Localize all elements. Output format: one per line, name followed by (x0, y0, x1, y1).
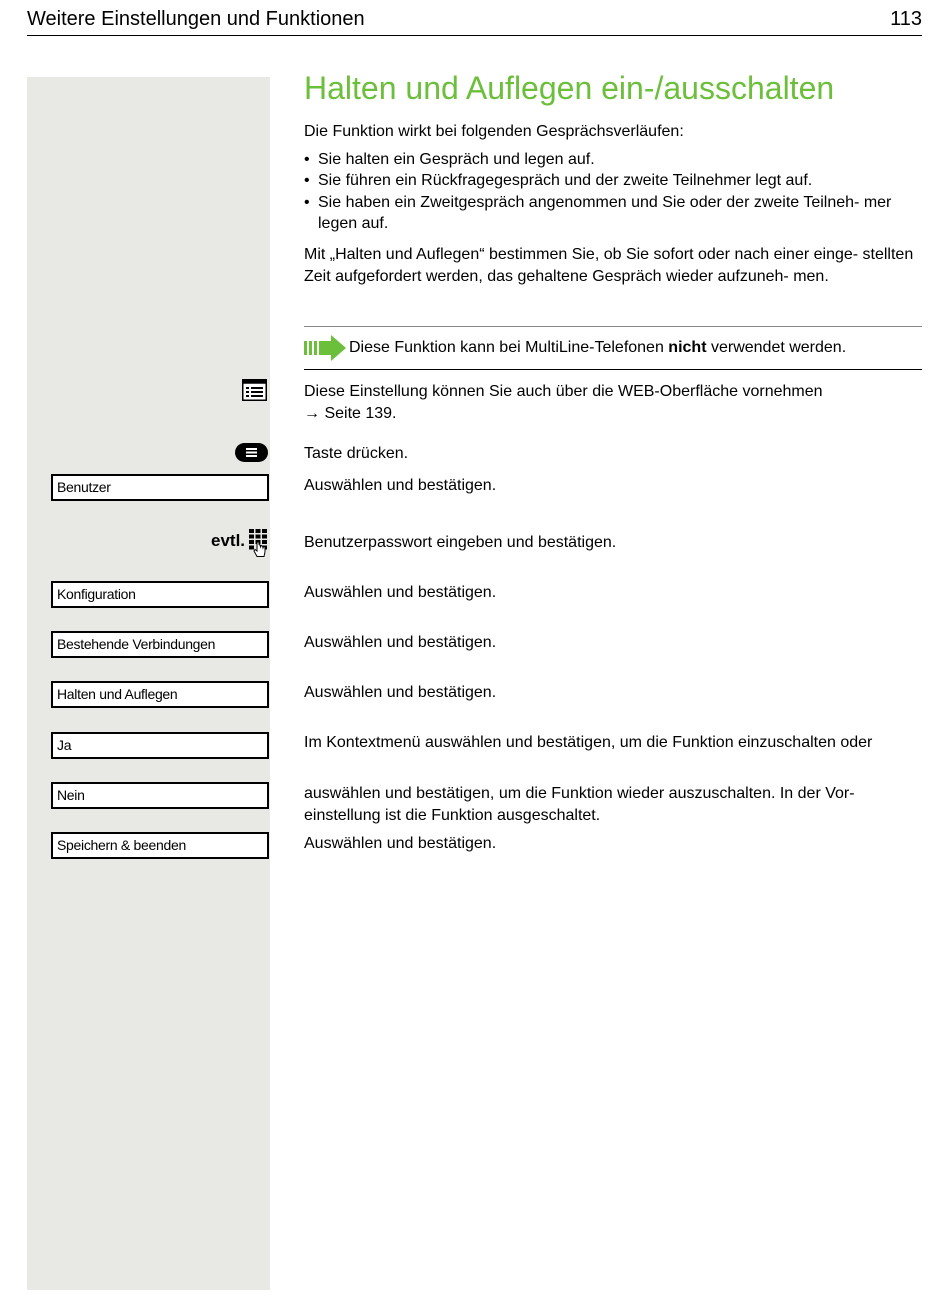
description-text: Mit „Halten und Auflegen“ bestimmen Sie, ob Sie sofort oder nach einer einge- stellten Zeit aufgefordert werden, das gehaltene Gespräch wieder aufzuneh- men. (304, 246, 914, 285)
step-text: Taste drücken. (304, 445, 409, 462)
page-number: 113 (890, 8, 922, 30)
step-text: Im Kontextmenü auswählen und bestätigen, um die Funktion einzuschalten oder (304, 734, 873, 751)
step-text: Auswählen und bestätigen. (304, 477, 497, 494)
step-text: Benutzerpasswort eingeben und bestätigen. (304, 534, 617, 551)
step-text: Auswählen und bestätigen. (304, 835, 497, 852)
menu-item-nein[interactable]: Nein (51, 782, 269, 809)
menu-item-speichern-beenden[interactable]: Speichern & beenden (51, 832, 269, 859)
bullet-item: • Sie halten ein Gespräch und legen auf. (304, 149, 922, 170)
menu-item-bestehende-verbindungen[interactable]: Bestehende Verbindungen (51, 631, 269, 658)
menu-item-benutzer[interactable]: Benutzer (51, 474, 269, 501)
note-box (304, 326, 922, 370)
web-hint-line2: → Seite 139. (304, 405, 397, 422)
menu-item-halten-und-auflegen[interactable]: Halten und Auflegen (51, 681, 269, 708)
section-title: Halten und Auflegen ein-/ausschalten (304, 70, 835, 106)
note-arrow-icon (304, 335, 346, 361)
step-text: Auswählen und bestätigen. (304, 684, 497, 701)
bullet-item: • Sie haben ein Zweitgespräch angenommen und Sie oder der zweite Teilneh- mer legen auf. (304, 192, 922, 234)
keypad-icon (247, 528, 269, 558)
page-header (27, 8, 922, 36)
note-text: Diese Funktion kann bei MultiLine-Telefonen nicht verwendet werden. (349, 339, 847, 356)
menu-item-konfiguration[interactable]: Konfiguration (51, 581, 269, 608)
header-title: Weitere Einstellungen und Funktionen (27, 8, 365, 30)
bullet-item: • Sie führen ein Rückfragegespräch und der zweite Teilnehmer legt auf. (304, 170, 922, 191)
intro-text: Die Funktion wirkt bei folgenden Gesprächsverläufen: (304, 123, 684, 140)
web-settings-icon (242, 379, 267, 401)
web-hint-line1: Diese Einstellung können Sie auch über die WEB-Oberfläche vornehmen (304, 383, 823, 400)
menu-item-ja[interactable]: Ja (51, 732, 269, 759)
menu-key-icon (235, 443, 268, 462)
evtl-label: evtl. (211, 531, 246, 550)
step-text: Auswählen und bestätigen. (304, 584, 497, 601)
step-text: auswählen und bestätigen, um die Funktion wieder auszuschalten. In der Vor- einstellung ist die Funktion ausgeschaltet. (304, 785, 855, 824)
step-text: Auswählen und bestätigen. (304, 634, 497, 651)
